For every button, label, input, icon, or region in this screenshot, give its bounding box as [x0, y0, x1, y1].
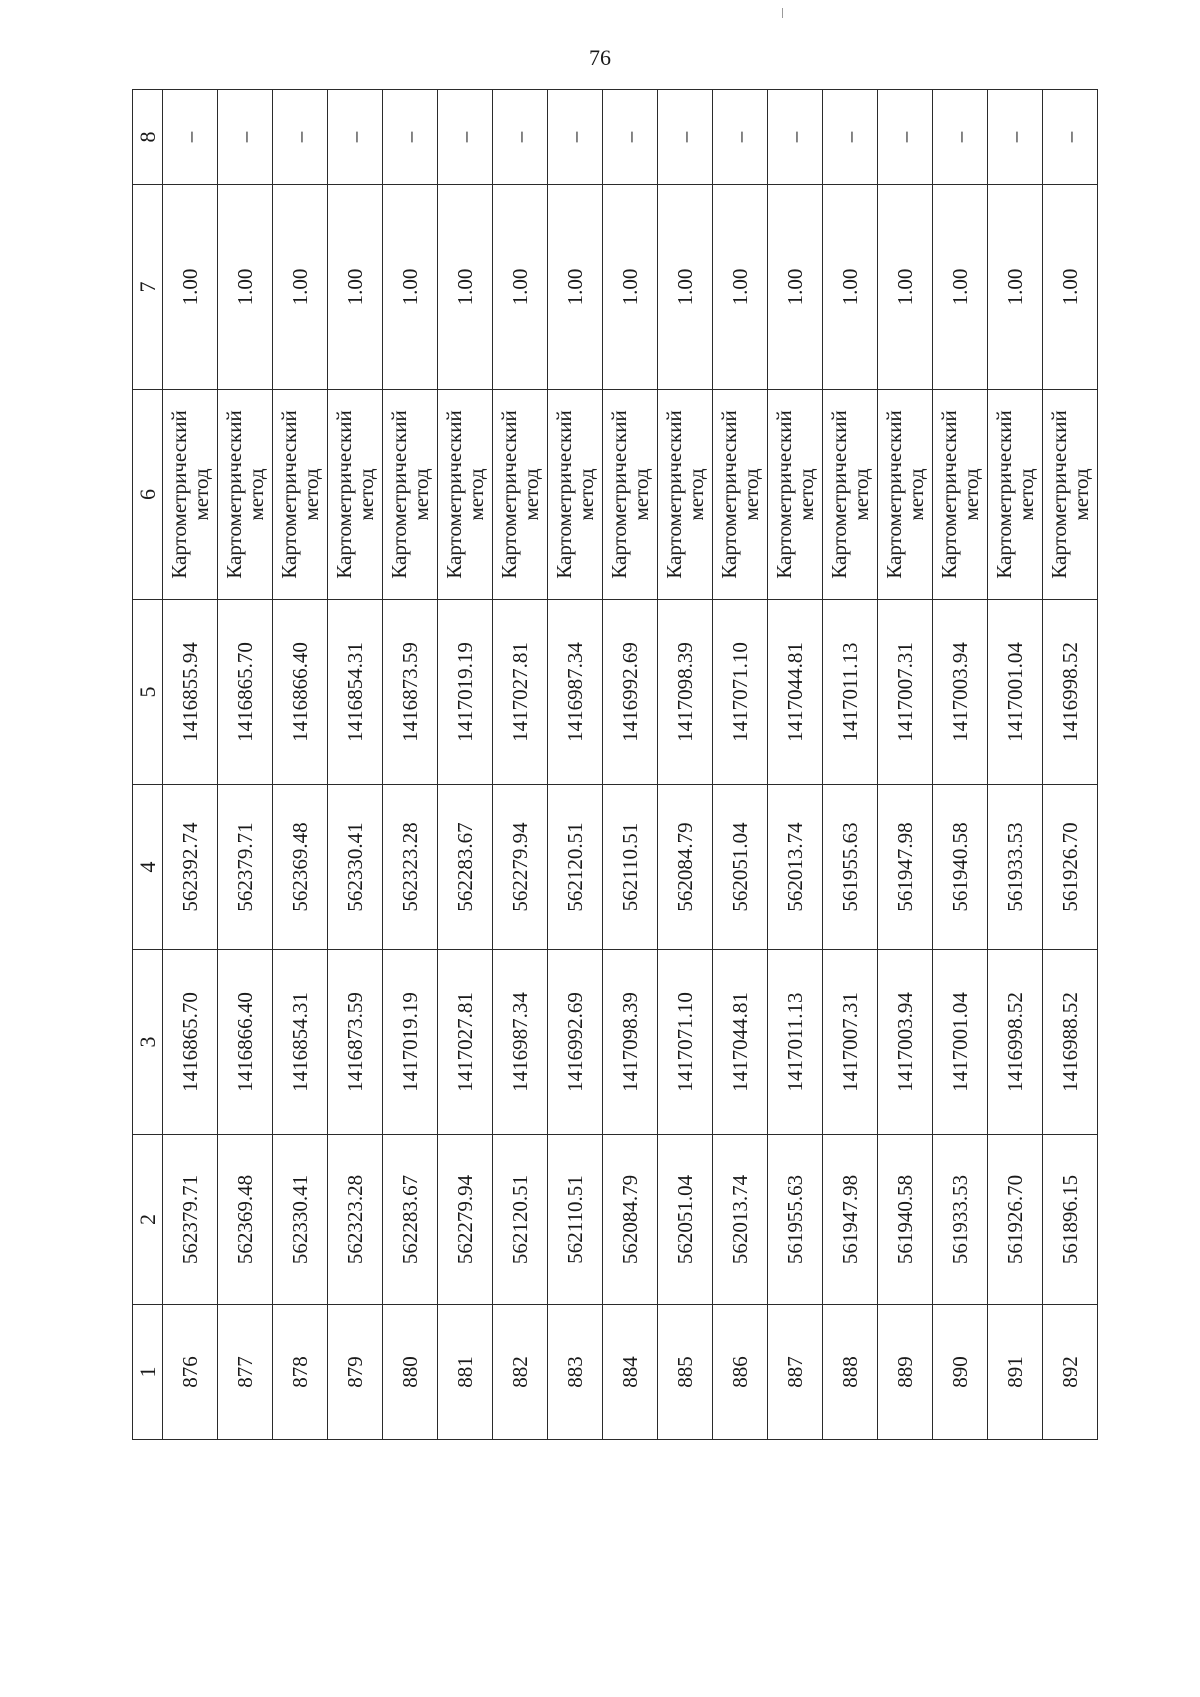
method-cell	[493, 390, 548, 600]
start-y-cell: 1416992.69	[548, 950, 603, 1135]
table-header-row	[133, 90, 163, 1440]
method-cell	[933, 390, 988, 600]
point-number-cell: 890	[933, 1305, 988, 1440]
note-cell: –	[1043, 90, 1098, 185]
table-row	[768, 90, 823, 1440]
method-text-line2: метод	[849, 468, 873, 521]
start-y-cell: 1417027.81	[438, 950, 493, 1135]
end-y-cell: 1416854.31	[328, 600, 383, 785]
end-y-cell: 1416866.40	[273, 600, 328, 785]
note-cell: –	[768, 90, 823, 185]
method-text-line1: Картометрический	[387, 410, 411, 579]
start-y-cell: 1417071.10	[658, 950, 713, 1135]
note-cell: –	[658, 90, 713, 185]
method-text-line2: метод	[574, 468, 598, 521]
end-x-cell: 562051.04	[713, 785, 768, 950]
note-cell: –	[383, 90, 438, 185]
table-row	[878, 90, 933, 1440]
method-text-line1: Картометрический	[552, 410, 576, 579]
start-y-cell: 1417003.94	[878, 950, 933, 1135]
table-row	[273, 90, 328, 1440]
end-x-cell: 561947.98	[878, 785, 933, 950]
accuracy-cell: 1.00	[823, 185, 878, 390]
point-number-cell: 881	[438, 1305, 493, 1440]
column-header-6: 6	[133, 390, 163, 600]
accuracy-cell: 1.00	[438, 185, 493, 390]
method-text-line2: метод	[1069, 468, 1093, 521]
start-y-cell: 1417098.39	[603, 950, 658, 1135]
page-number: 76	[589, 45, 611, 70]
method-cell	[823, 390, 878, 600]
start-x-cell: 561896.15	[1043, 1135, 1098, 1305]
end-x-cell: 561926.70	[1043, 785, 1098, 950]
note-cell: –	[328, 90, 383, 185]
end-x-cell: 562084.79	[658, 785, 713, 950]
start-x-cell: 562120.51	[493, 1135, 548, 1305]
scan-mark	[782, 8, 783, 18]
end-y-cell: 1416992.69	[603, 600, 658, 785]
point-number-cell: 880	[383, 1305, 438, 1440]
table-row	[163, 90, 218, 1440]
start-y-cell: 1416854.31	[273, 950, 328, 1135]
method-cell	[163, 390, 218, 600]
method-cell	[328, 390, 383, 600]
point-number-cell: 885	[658, 1305, 713, 1440]
accuracy-cell: 1.00	[603, 185, 658, 390]
start-x-cell: 562084.79	[603, 1135, 658, 1305]
start-y-cell: 1416873.59	[328, 950, 383, 1135]
method-text-line1: Картометрический	[442, 410, 466, 579]
method-cell	[218, 390, 273, 600]
method-text-line1: Картометрический	[937, 410, 961, 579]
accuracy-cell: 1.00	[658, 185, 713, 390]
method-cell	[768, 390, 823, 600]
method-text-line2: метод	[189, 468, 213, 521]
accuracy-cell: 1.00	[273, 185, 328, 390]
column-header-4: 4	[133, 785, 163, 950]
start-x-cell: 562279.94	[438, 1135, 493, 1305]
method-cell	[1043, 390, 1098, 600]
note-cell: –	[823, 90, 878, 185]
end-y-cell: 1416873.59	[383, 600, 438, 785]
column-header-1: 1	[133, 1305, 163, 1440]
end-x-cell: 561955.63	[823, 785, 878, 950]
accuracy-cell: 1.00	[1043, 185, 1098, 390]
end-y-cell: 1416865.70	[218, 600, 273, 785]
point-number-cell: 883	[548, 1305, 603, 1440]
note-cell: –	[933, 90, 988, 185]
start-x-cell: 562323.28	[328, 1135, 383, 1305]
accuracy-cell: 1.00	[163, 185, 218, 390]
end-x-cell: 562120.51	[548, 785, 603, 950]
method-text-line1: Картометрический	[772, 410, 796, 579]
accuracy-cell: 1.00	[328, 185, 383, 390]
table-row	[548, 90, 603, 1440]
column-header-8: 8	[133, 90, 163, 185]
method-text-line1: Картометрический	[497, 410, 521, 579]
end-x-cell: 562283.67	[438, 785, 493, 950]
start-y-cell: 1417001.04	[933, 950, 988, 1135]
table-row	[713, 90, 768, 1440]
table-row	[383, 90, 438, 1440]
table-row	[823, 90, 878, 1440]
point-number-cell: 878	[273, 1305, 328, 1440]
start-x-cell: 561926.70	[988, 1135, 1043, 1305]
method-cell	[713, 390, 768, 600]
end-x-cell: 562330.41	[328, 785, 383, 950]
point-number-cell: 879	[328, 1305, 383, 1440]
method-text-line2: метод	[464, 468, 488, 521]
end-y-cell: 1417071.10	[713, 600, 768, 785]
table-row	[493, 90, 548, 1440]
method-cell	[658, 390, 713, 600]
method-text-line2: метод	[794, 468, 818, 521]
note-cell: –	[988, 90, 1043, 185]
accuracy-cell: 1.00	[713, 185, 768, 390]
table-row	[218, 90, 273, 1440]
start-x-cell: 561940.58	[878, 1135, 933, 1305]
point-number-cell: 887	[768, 1305, 823, 1440]
end-y-cell: 1416855.94	[163, 600, 218, 785]
method-text-line1: Картометрический	[607, 410, 631, 579]
start-y-cell: 1416865.70	[163, 950, 218, 1135]
column-header-5: 5	[133, 600, 163, 785]
method-cell	[438, 390, 493, 600]
method-text-line2: метод	[959, 468, 983, 521]
method-cell	[878, 390, 933, 600]
accuracy-cell: 1.00	[493, 185, 548, 390]
method-text-line1: Картометрический	[332, 410, 356, 579]
table-body	[163, 90, 1098, 1440]
method-cell	[988, 390, 1043, 600]
method-text-line2: метод	[354, 468, 378, 521]
point-number-cell: 886	[713, 1305, 768, 1440]
end-y-cell: 1417027.81	[493, 600, 548, 785]
end-y-cell: 1417098.39	[658, 600, 713, 785]
accuracy-cell: 1.00	[933, 185, 988, 390]
method-cell	[548, 390, 603, 600]
start-x-cell: 561933.53	[933, 1135, 988, 1305]
accuracy-cell: 1.00	[548, 185, 603, 390]
method-text-line1: Картометрический	[167, 410, 191, 579]
method-cell	[273, 390, 328, 600]
accuracy-cell: 1.00	[383, 185, 438, 390]
method-text-line2: метод	[244, 468, 268, 521]
accuracy-cell: 1.00	[878, 185, 933, 390]
start-y-cell: 1416866.40	[218, 950, 273, 1135]
start-x-cell: 561955.63	[768, 1135, 823, 1305]
method-text-line1: Картометрический	[992, 410, 1016, 579]
table-row	[658, 90, 713, 1440]
note-cell: –	[548, 90, 603, 185]
method-cell	[603, 390, 658, 600]
end-x-cell: 561940.58	[933, 785, 988, 950]
start-y-cell: 1416987.34	[493, 950, 548, 1135]
accuracy-cell: 1.00	[988, 185, 1043, 390]
column-header-3: 3	[133, 950, 163, 1135]
end-x-cell: 562379.71	[218, 785, 273, 950]
start-x-cell: 562379.71	[163, 1135, 218, 1305]
note-cell: –	[438, 90, 493, 185]
method-text-line1: Картометрический	[222, 410, 246, 579]
method-text-line1: Картометрический	[277, 410, 301, 579]
start-y-cell: 1416998.52	[988, 950, 1043, 1135]
accuracy-cell: 1.00	[768, 185, 823, 390]
note-cell: –	[878, 90, 933, 185]
table-row	[328, 90, 383, 1440]
point-number-cell: 876	[163, 1305, 218, 1440]
start-x-cell: 562330.41	[273, 1135, 328, 1305]
end-y-cell: 1417007.31	[878, 600, 933, 785]
note-cell: –	[493, 90, 548, 185]
point-number-cell: 877	[218, 1305, 273, 1440]
start-y-cell: 1417044.81	[713, 950, 768, 1135]
start-x-cell: 562283.67	[383, 1135, 438, 1305]
end-y-cell: 1416998.52	[1043, 600, 1098, 785]
method-cell	[383, 390, 438, 600]
method-text-line2: метод	[684, 468, 708, 521]
method-text-line1: Картометрический	[662, 410, 686, 579]
start-y-cell: 1417007.31	[823, 950, 878, 1135]
table-row	[988, 90, 1043, 1440]
start-y-cell: 1417019.19	[383, 950, 438, 1135]
end-x-cell: 562013.74	[768, 785, 823, 950]
point-number-cell: 892	[1043, 1305, 1098, 1440]
coordinates-table	[132, 89, 1098, 1440]
note-cell: –	[603, 90, 658, 185]
table-row	[933, 90, 988, 1440]
accuracy-cell: 1.00	[218, 185, 273, 390]
note-cell: –	[218, 90, 273, 185]
end-y-cell: 1417019.19	[438, 600, 493, 785]
start-x-cell: 562013.74	[713, 1135, 768, 1305]
table-row	[438, 90, 493, 1440]
method-text-line1: Картометрический	[827, 410, 851, 579]
method-text-line2: метод	[1014, 468, 1038, 521]
end-x-cell: 562392.74	[163, 785, 218, 950]
point-number-cell: 891	[988, 1305, 1043, 1440]
end-x-cell: 562279.94	[493, 785, 548, 950]
start-x-cell: 562369.48	[218, 1135, 273, 1305]
end-x-cell: 562323.28	[383, 785, 438, 950]
end-y-cell: 1417011.13	[823, 600, 878, 785]
start-y-cell: 1416988.52	[1043, 950, 1098, 1135]
end-x-cell: 562110.51	[603, 785, 658, 950]
method-text-line2: метод	[904, 468, 928, 521]
table-row	[1043, 90, 1098, 1440]
rotated-table-frame	[132, 90, 1092, 1440]
method-text-line2: метод	[739, 468, 763, 521]
end-y-cell: 1416987.34	[548, 600, 603, 785]
note-cell: –	[273, 90, 328, 185]
method-text-line1: Картометрический	[1047, 410, 1071, 579]
start-x-cell: 562110.51	[548, 1135, 603, 1305]
end-y-cell: 1417003.94	[933, 600, 988, 785]
note-cell: –	[163, 90, 218, 185]
end-x-cell: 562369.48	[273, 785, 328, 950]
column-header-7: 7	[133, 185, 163, 390]
method-text-line2: метод	[629, 468, 653, 521]
point-number-cell: 882	[493, 1305, 548, 1440]
end-x-cell: 561933.53	[988, 785, 1043, 950]
method-text-line2: метод	[519, 468, 543, 521]
table-row	[603, 90, 658, 1440]
method-text-line1: Картометрический	[717, 410, 741, 579]
end-y-cell: 1417001.04	[988, 600, 1043, 785]
method-text-line1: Картометрический	[882, 410, 906, 579]
point-number-cell: 884	[603, 1305, 658, 1440]
end-y-cell: 1417044.81	[768, 600, 823, 785]
note-cell: –	[713, 90, 768, 185]
method-text-line2: метод	[299, 468, 323, 521]
point-number-cell: 888	[823, 1305, 878, 1440]
method-text-line2: метод	[409, 468, 433, 521]
start-x-cell: 562051.04	[658, 1135, 713, 1305]
point-number-cell: 889	[878, 1305, 933, 1440]
start-x-cell: 561947.98	[823, 1135, 878, 1305]
column-header-2: 2	[133, 1135, 163, 1305]
start-y-cell: 1417011.13	[768, 950, 823, 1135]
